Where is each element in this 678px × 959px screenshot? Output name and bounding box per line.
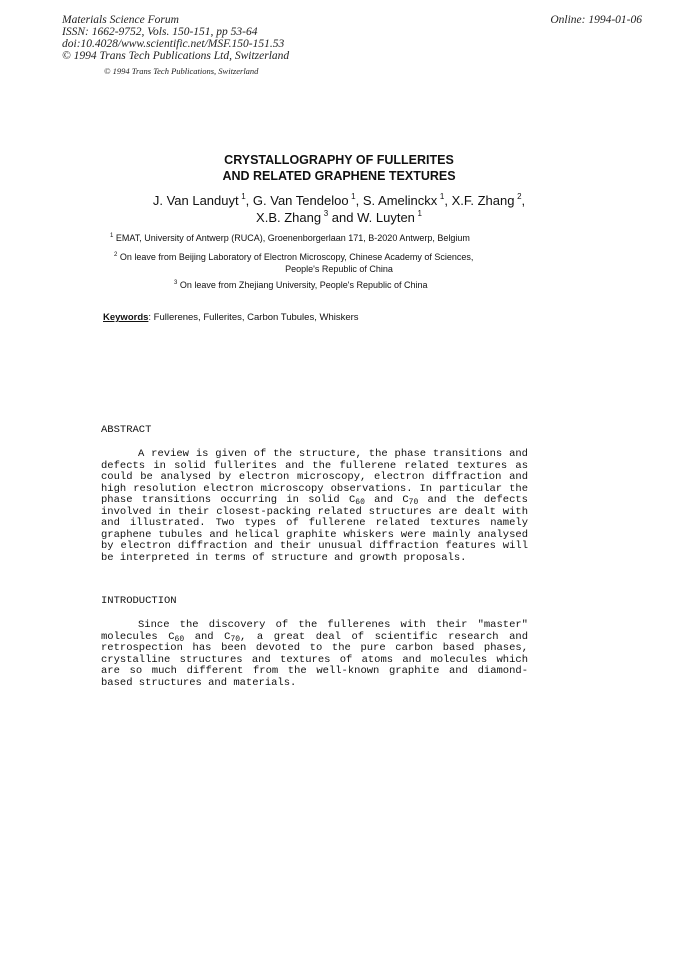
affiliation-2 (114, 251, 473, 263)
author-line-2 (0, 209, 678, 226)
author-name: X.B. Zhang (256, 210, 322, 225)
subscript: 70 (408, 498, 419, 507)
doi-line: doi:10.4028/www.scientific.net/MSF.150-151.53 (62, 38, 285, 50)
keywords (103, 312, 359, 323)
affiliation-mark: 2 (114, 252, 118, 258)
keywords-label: Keywords (103, 312, 149, 323)
subscript: 60 (174, 634, 185, 644)
copyright-small: © 1994 Trans Tech Publications, Switzerland (104, 66, 259, 76)
affiliation-mark: 3 (174, 280, 178, 286)
introduction-text: , a great deal of scientific research and retrospection has been devoted to the pure carbon based phases, crystalline structures and textures of atoms and molecules which are so much different from the well-known graphite and diamond-based structures and materials. (101, 630, 529, 689)
online-date: Online: 1994-01-06 (550, 14, 642, 26)
paper-title (0, 152, 678, 184)
author-affil-mark: 1 (351, 192, 356, 201)
abstract-text: and the defects involved in their closest-packing related structures are dealt with and illustrated. Two types of fullerene related textures namely graphene tubules and helical graphite whiskers were mainly analysed by electron diffraction and their unusual diffraction features will be interpreted in terms of structure and growth proposals. (101, 494, 528, 564)
title-line-2: AND RELATED GRAPHENE TEXTURES (222, 169, 456, 183)
introduction-text: and C (184, 630, 231, 643)
keywords-values: : Fullerenes, Fullerites, Carbon Tubules, Whiskers (148, 312, 359, 323)
abstract-body (101, 449, 528, 564)
affiliation-2-continued: People's Republic of China (285, 264, 393, 274)
introduction-heading: INTRODUCTION (101, 595, 177, 607)
affiliation-mark: 1 (110, 233, 114, 239)
author-affil-mark: 1 (417, 209, 422, 218)
issn-line: ISSN: 1662-9752, Vols. 150-151, pp 53-64 (62, 26, 258, 38)
affiliation-text: On leave from Zhejiang University, People's Republic of China (179, 280, 428, 290)
abstract-heading: ABSTRACT (101, 424, 152, 436)
author-line-1: J. Van Landuyt $^1$, G. Van Tendeloo $^1$, S. Amelinckx $^1$, X.F. Zhang $^2$, (152, 192, 526, 208)
abstract-text: A review is given of the structure, the phase transitions and defects in solid fullerites and the fullerene related textures as could be analysed by electron microscopy, electron diffraction and high resolution electron microscopy observations. In particular the phase transitions occurring in solid C (101, 448, 528, 506)
author-name: S. Amelinckx (362, 193, 438, 208)
introduction-text: Since the discovery of the fullerenes with their "master" molecules C (101, 619, 528, 643)
author-conjunction: and (331, 210, 354, 225)
copyright-line: © 1994 Trans Tech Publications Ltd, Switzerland (62, 50, 290, 62)
author-name: J. Van Landuyt (152, 193, 239, 208)
journal-name: Materials Science Forum (62, 14, 179, 26)
subscript: 60 (355, 498, 365, 507)
author-list (0, 192, 678, 226)
author-name: W. Luyten (357, 210, 415, 225)
subscript: 70 (230, 634, 241, 644)
title-line-1: CRYSTALLOGRAPHY OF FULLERITES (224, 153, 454, 167)
author-affil-mark: 1 (241, 192, 246, 201)
affiliation-3 (174, 279, 428, 291)
introduction-body (101, 620, 528, 689)
author-name: G. Van Tendeloo (252, 193, 349, 208)
author-name: X.F. Zhang (451, 193, 515, 208)
abstract-text: and C (364, 494, 409, 506)
author-affil-mark: 2 (517, 192, 522, 201)
author-affil-mark: 3 (323, 209, 329, 218)
affiliation-text: On leave from Beijing Laboratory of Electron Microscopy, Chinese Academy of Sciences, (119, 252, 474, 262)
affiliation-text: EMAT, University of Antwerp (RUCA), Groenenborgerlaan 171, B-2020 Antwerp, Belgium (115, 233, 470, 243)
affiliation-1 (110, 232, 470, 244)
author-affil-mark: 1 (439, 192, 445, 201)
journal-header (62, 14, 289, 62)
